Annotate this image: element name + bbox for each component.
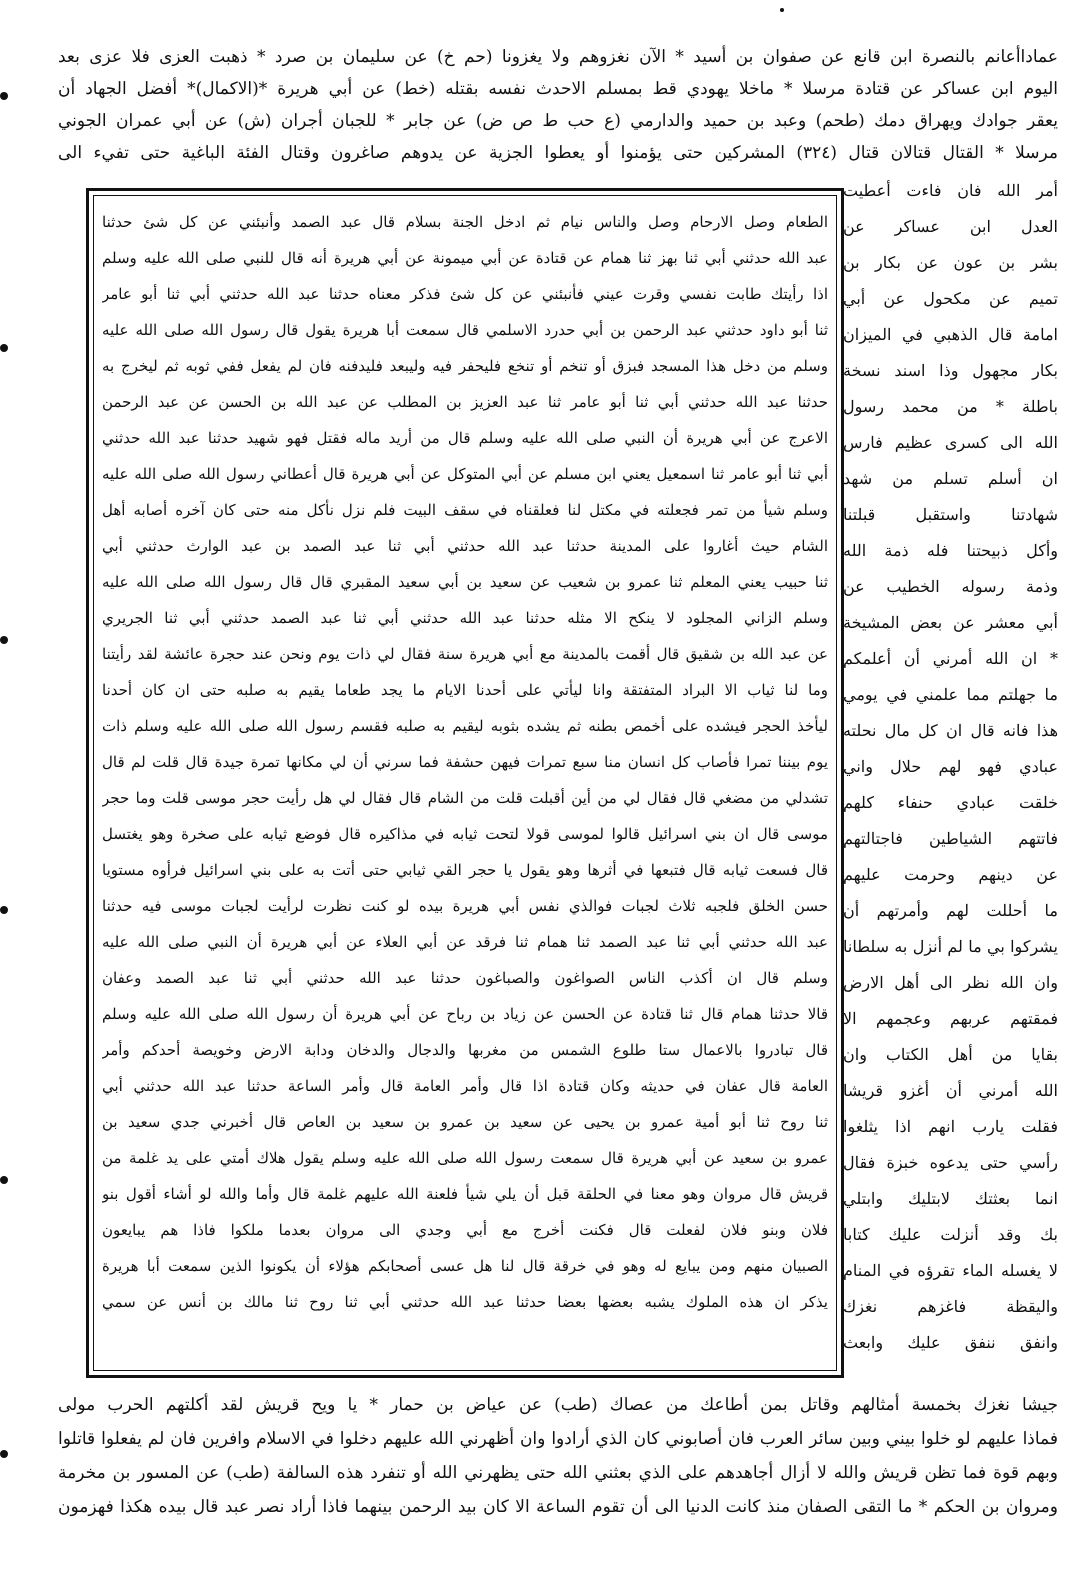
side-line: الله أمرني أن أغزو قريشا (843, 1081, 1058, 1100)
side-line: تميم عن مكحول عن أبي (843, 289, 1058, 308)
side-line: عبادي فهو لهم حلال واني (843, 757, 1058, 776)
bottom-line: فماذا عليهم لو خلوا بيني وبين سائر العرب فان أصابوني كان الذي أرادوا وان أظهرني الله عليهم دخلوا في الاسلام وافرين فان لم يفعلوا قاتلوا (58, 1429, 1058, 1449)
margin-mark (0, 92, 8, 100)
side-line: هذا فانه قال ان كل مال نحلته (843, 721, 1058, 740)
bottom-line: جيشا نغزك بخمسة أمثالهم وقاتل بمن أطاعك من عصاك (طب) عن عياض بن حمار * يا ويح قريش لقد أكلتهم الحرب مولى (58, 1395, 1058, 1415)
side-line: لا يغسله الماء تقرؤه في المنام (843, 1261, 1058, 1280)
inner-line: حدثنا عبد الله حدثني أبي ثنا أبو عامر ثنا عبد العزيز بن المطلب عن عبد الله بن الحسن عن عبد الرحمن (102, 393, 828, 411)
inner-line: الشام حيث أغاروا على المدينة حدثنا عبد الله حدثني أبي ثنا عبد الصمد بن عبد الوارث حدثني أبي (102, 537, 828, 555)
side-line: فاتتهم الشياطين فاجتالتهم (843, 829, 1058, 848)
inner-line: الصبيان منهم ومن يبايع له وهو في خرقة قال لنا هل عسى أصحابكم هؤلاء أن يكونوا الذين سمعت أبا هريرة (102, 1257, 828, 1275)
side-line: العدل ابن عساكر عن (843, 217, 1058, 236)
side-line: بك وقد أنزلت عليك كتابا (843, 1225, 1058, 1244)
margin-mark (0, 636, 8, 644)
inner-line: موسى قال ان بني اسرائيل قالوا لموسى قولا لتحت ثيابه في مذاكيره قال فوضع ثيابه على صخرة وهو يغتسل (102, 825, 828, 843)
inner-line: قريش قال مروان وهو معنا في الحلقة قبل أن يلي شيأ فلعنة الله عليهم غلمة قال وأما والله لو أشاء أقول بنو (102, 1185, 828, 1203)
inner-line: يوم بيننا تمرا فأصاب كل انسان منا سبع تمرات فيهن حشفة فما سرني أن لي مكانها تمرة جيدة قال قلت لم قال (102, 753, 828, 771)
inner-line: وسلم الزاني المجلود لا ينكح الا مثله حدثنا عبد الله حدثني أبي ثنا عبد الصمد حدثني أبي ثنا الجريري (102, 609, 828, 627)
inner-line: قالا حدثنا همام قال ثنا قتادة عن الحسن عن زياد بن رباح عن أبي هريرة أن رسول الله صلى الله عليه وسلم (102, 1005, 828, 1023)
inner-line: قال فسعت ثيابه قال فتبعها في أثرها وهو يقول يا حجر القي ثيابي حتى أتت به على بني اسرائيل فرأوه مستويا (102, 861, 828, 879)
inner-line: ثنا حبيب يعني المعلم ثنا عمرو بن شعيب عن سعيد بن أبي سعيد المقبري قال قال رسول الله صلى الله عليه (102, 573, 828, 591)
margin-mark (0, 906, 8, 914)
inner-line: ليأخذ الحجر فيشده على أخمص بطنه ثم يشده بثوبه ليقيم به صلبه فقسم رسول الله صلى الله عليه وسلم ذات (102, 717, 828, 735)
inner-line: أبي ثنا أبو عامر ثنا اسمعيل يعني ابن مسلم عن أبي المتوكل عن أبي هريرة قال أعطاني رسول الله صلى الله عليه (102, 465, 828, 483)
top-line: عماداأعانم بالنصرة ابن قانع عن صفوان بن أسيد * الآن نغزوهم ولا يغزونا (حم خ) عن سليمان بن صرد * ذهبت العزى فلا عزى بعد (58, 47, 1058, 67)
side-line: انما بعثتك لابتليك وابتلي (843, 1189, 1058, 1208)
inner-line: اذا رأيتك طابت نفسي وقرت عيني فأنبئني عن كل شئ فذكر معناه حدثنا عبد الله حدثني أبي ثنا أبو عامر (102, 285, 828, 303)
inner-line: عبد الله حدثني أبي ثنا بهز ثنا همام عن قتادة عن أبي ميمونة عن أبي هريرة أنه قال للنبي صلى الله عليه وسلم (102, 249, 828, 267)
side-line: باطلة * من محمد رسول (843, 397, 1058, 416)
inner-line: وسلم من دخل هذا المسجد فبزق أو تنخم أو تنخع فليحفر فيه وليبعد فليدفنه فان لم يفعل ففي ثوبه ثم ليخرج به (102, 357, 828, 375)
margin-mark (0, 1450, 8, 1458)
bottom-line: ومروان بن الحكم * ما التقى الصفان منذ كانت الدنيا الى أن تقوم الساعة الا كان بيد الرحمن بينهما فاذا أراد نصر عبد قال بيده هكذا فهزمون (58, 1497, 1058, 1517)
top-line: يعقر جوادك ويهراق دمك (طحم) وعبد بن حميد والدارمي (ع حب ط ص ض) عن جابر * للجبان أجران (ش) عن أبي عمران الجوني (58, 111, 1058, 131)
inner-line: حسن الخلق فلجبه ثلاث لجبات فوالذي نفس أبي هريرة بيده لو كنت نظرت لرأيت لجبات موسى فيه حدثنا (102, 897, 828, 915)
inner-line: يذكر ان هذه الملوك يشبه بعضها بعضا حدثنا عبد الله حدثني أبي ثنا روح ثنا مالك بن أنس عن سمي (102, 1293, 828, 1311)
margin-mark (0, 344, 8, 352)
side-line: وأكل ذبيحتنا فله ذمة الله (843, 541, 1058, 560)
side-line: شهادتنا واستقبل قبلتنا (843, 505, 1058, 524)
side-line: * ان الله أمرني أن أعلمكم (843, 649, 1058, 668)
side-line: وذمة رسوله الخطيب عن (843, 577, 1058, 596)
inner-line: الطعام وصل الارحام وصل والناس نيام ثم ادخل الجنة بسلام قال عبد الصمد وأنبئني عن كل شئ حدثنا (102, 213, 828, 231)
side-line: ما جهلتم مما علمني في يومي (843, 685, 1058, 704)
side-line: ان أسلم تسلم من شهد (843, 469, 1058, 488)
side-line: وانفق ننفق عليك وابعث (843, 1333, 1058, 1352)
top-line: اليوم ابن عساكر عن قتادة مرسلا * ماخلا يهودي قط بمسلم الاحدث نفسه بقتله (خط) عن أبي هريرة *(الاكمال)* أفضل الجهاد أن (58, 79, 1058, 99)
side-line: بقايا من أهل الكتاب وان (843, 1045, 1058, 1064)
inner-line: وسلم شيأ من تمر فجعلته في مكتل لنا فعلقناه في سقف البيت فلم نزل نأكل منه حتى كان آخره أصابه أهل (102, 501, 828, 519)
inner-line: الاعرج عن أبي هريرة أن النبي صلى الله عليه وسلم قال من أريد ماله فقتل فهو شهيد حدثنا عبد الله حدثني (102, 429, 828, 447)
side-line: رأسي حتى يدعوه خبزة فقال (843, 1153, 1058, 1172)
side-line: فقلت يارب انهم اذا يثلغوا (843, 1117, 1058, 1136)
inner-line: العامة قال عفان في حديثه وكان قتادة اذا قال وأمر العامة قال وأمر الساعة حدثنا عبد الله حدثني أبي (102, 1077, 828, 1095)
bottom-line: وبهم قوة فما تظن قريش والله لا أزال أجاهدهم على الذي بعثني الله حتى يظهرني الله أو تنفرد هذه السالفة (طب) عن المسور بن مخرمة (58, 1463, 1058, 1483)
inner-line: قال تبادروا بالاعمال ستا طلوع الشمس من مغربها والدجال والدخان ودابة الارض وخويصة أحدكم وأمر (102, 1041, 828, 1059)
side-line: واليقظة فاغزهم نغزك (843, 1297, 1058, 1316)
side-line: امامة قال الذهبي في الميزان (843, 325, 1058, 344)
side-line: وان الله نظر الى أهل الارض (843, 973, 1058, 992)
inner-line: وسلم قال ان أكذب الناس الصواغون والصباغون حدثنا عبد الله حدثني أبي ثنا عبد الصمد وعفان (102, 969, 828, 987)
side-line: فمقتهم عربهم وعجمهم الا (843, 1009, 1058, 1028)
margin-mark (0, 1176, 8, 1184)
side-line: عن دينهم وحرمت عليهم (843, 865, 1058, 884)
inner-line: تشدلي من مضغي قال فقال لي من أين أقبلت قلت من الشام قال فقال لي هل رأيت حجر موسى قلت وما حجر (102, 789, 828, 807)
side-line: أمر الله فان فاءت أعطيت (843, 181, 1058, 200)
side-line: ما أحللت لهم وأمرتهم أن (843, 901, 1058, 920)
page-dot-mark (780, 8, 784, 12)
side-line: يشركوا بي ما لم أنزل به سلطانا (843, 937, 1058, 956)
side-line: بشر بن عون عن بكار بن (843, 253, 1058, 272)
side-line: الله الى كسرى عظيم فارس (843, 433, 1058, 452)
inner-line: عبد الله حدثني أبي ثنا عبد الصمد ثنا همام ثنا فرقد عن أبي العلاء عن أبي هريرة أن النبي صلى الله عليه (102, 933, 828, 951)
inner-line: ثنا روح ثنا أبو أمية عمرو بن يحيى عن سعيد بن عمرو بن سعيد بن العاص قال أخبرني جدي سعيد بن (102, 1113, 828, 1131)
side-line: خلقت عبادي حنفاء كلهم (843, 793, 1058, 812)
inner-line: وما لنا ثياب الا البراد المتفتقة وانا ليأتي على أحدنا الايام ما يجد طعاما يقيم به صلبه حتى ان كان أحدنا (102, 681, 828, 699)
top-line: مرسلا * القتال قتالان قتال (٣٢٤) المشركين حتى يؤمنوا أو يعطوا الجزية عن يدوهم صاغرون وقتال الفئة الباغية حتى تفيء الى (58, 143, 1058, 163)
inner-line: فلان وبنو فلان لفعلت قال فكنت أخرج مع أبي وجدي الى مروان بعدما ملكوا فاذا هم يبايعون (102, 1221, 828, 1239)
inner-line: عمرو بن سعيد عن أبي هريرة قال سمعت رسول الله صلى الله عليه وسلم يقول هلاك أمتي على يد غلمة من (102, 1149, 828, 1167)
inner-line: ثنا أبو داود حدثني عبد الرحمن بن أبي حدرد الاسلمي قال سمعت أبا هريرة يقول قال رسول الله صلى الله عليه (102, 321, 828, 339)
inner-line: عن عبد الله بن شقيق قال أقمت بالمدينة مع أبي هريرة سنة فقال لي ذات يوم ونحن عند حجرة عائشة لقد رأيتنا (102, 645, 828, 663)
side-line: أبي معشر عن بعض المشيخة (843, 613, 1058, 632)
side-line: بكار مجهول وذا اسند نسخة (843, 361, 1058, 380)
